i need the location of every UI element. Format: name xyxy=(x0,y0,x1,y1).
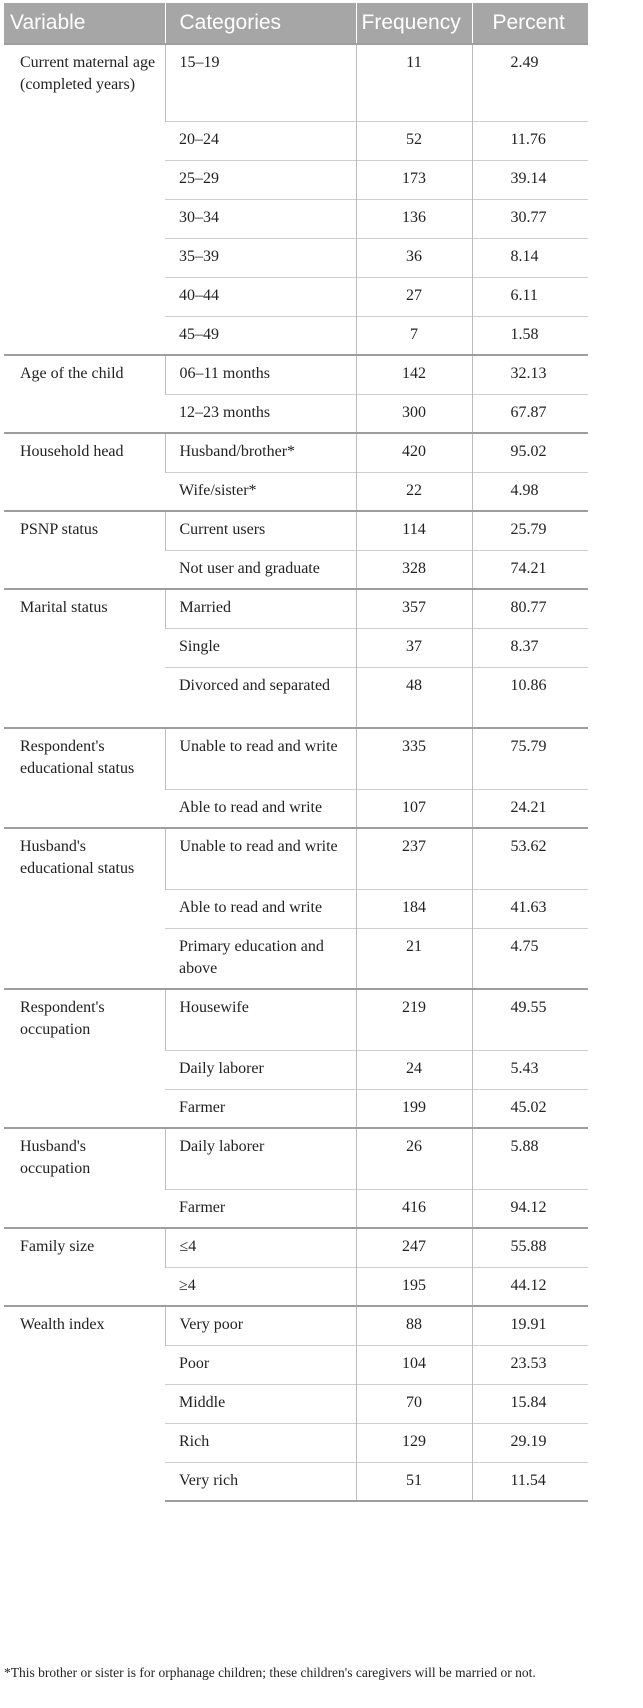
category-cell: Housewife xyxy=(165,989,356,1050)
table-row xyxy=(4,511,588,550)
category-cell: Daily laborer xyxy=(165,1050,356,1089)
category-cell: Divorced and separated xyxy=(165,667,356,728)
table-row xyxy=(4,1128,588,1189)
frequency-cell: 48 xyxy=(356,667,472,728)
category-cell: Poor xyxy=(165,1345,356,1384)
percent-cell: 30.77 xyxy=(472,199,588,238)
percent-cell: 25.79 xyxy=(472,511,588,550)
table-row xyxy=(4,589,588,628)
category-cell: Daily laborer xyxy=(165,1128,356,1189)
percent-cell: 4.75 xyxy=(472,928,588,989)
table-row xyxy=(4,355,588,394)
table-footnote: *This brother or sister is for orphanage children; these children's caregivers will be married or not. xyxy=(4,1665,536,1680)
percent-cell: 19.91 xyxy=(472,1306,588,1345)
category-cell: 20–24 xyxy=(165,121,356,160)
percent-cell: 53.62 xyxy=(472,828,588,889)
percent-cell: 5.88 xyxy=(472,1128,588,1189)
category-cell: Able to read and write xyxy=(165,889,356,928)
category-cell: Farmer xyxy=(165,1089,356,1128)
category-cell: Single xyxy=(165,628,356,667)
frequency-cell: 27 xyxy=(356,277,472,316)
percent-cell: 95.02 xyxy=(472,433,588,472)
frequency-cell: 129 xyxy=(356,1423,472,1462)
variable-cell: Family size xyxy=(4,1228,165,1306)
percent-cell: 74.21 xyxy=(472,550,588,589)
percent-cell: 24.21 xyxy=(472,789,588,828)
percent-cell: 80.77 xyxy=(472,589,588,628)
category-cell: 12–23 months xyxy=(165,394,356,433)
percent-cell: 45.02 xyxy=(472,1089,588,1128)
category-cell: Wife/sister* xyxy=(165,472,356,511)
variable-cell: Respondent's educational status xyxy=(4,728,165,828)
category-cell: 45–49 xyxy=(165,316,356,355)
percent-cell: 29.19 xyxy=(472,1423,588,1462)
table-row xyxy=(4,433,588,472)
percent-cell: 49.55 xyxy=(472,989,588,1050)
variable-cell: PSNP status xyxy=(4,511,165,589)
category-cell: Able to read and write xyxy=(165,789,356,828)
category-cell: ≤4 xyxy=(165,1228,356,1267)
variable-cell: Wealth index xyxy=(4,1306,165,1501)
percent-cell: 1.58 xyxy=(472,316,588,355)
category-cell: Married xyxy=(165,589,356,628)
percent-cell: 8.14 xyxy=(472,238,588,277)
percent-cell: 4.98 xyxy=(472,472,588,511)
frequency-cell: 328 xyxy=(356,550,472,589)
demographics-table xyxy=(4,3,588,1502)
percent-cell: 10.86 xyxy=(472,667,588,728)
percent-cell: 8.37 xyxy=(472,628,588,667)
percent-cell: 41.63 xyxy=(472,889,588,928)
percent-cell: 23.53 xyxy=(472,1345,588,1384)
frequency-cell: 219 xyxy=(356,989,472,1050)
frequency-cell: 26 xyxy=(356,1128,472,1189)
frequency-cell: 37 xyxy=(356,628,472,667)
header-percent: Percent xyxy=(472,3,588,44)
frequency-cell: 195 xyxy=(356,1267,472,1306)
frequency-cell: 357 xyxy=(356,589,472,628)
table-row xyxy=(4,728,588,789)
category-cell: Husband/brother* xyxy=(165,433,356,472)
percent-cell: 5.43 xyxy=(472,1050,588,1089)
percent-cell: 94.12 xyxy=(472,1189,588,1228)
header-categories: Categories xyxy=(165,3,356,44)
frequency-cell: 142 xyxy=(356,355,472,394)
frequency-cell: 114 xyxy=(356,511,472,550)
category-cell: 40–44 xyxy=(165,277,356,316)
percent-cell: 75.79 xyxy=(472,728,588,789)
frequency-cell: 70 xyxy=(356,1384,472,1423)
variable-cell: Age of the child xyxy=(4,355,165,433)
percent-cell: 32.13 xyxy=(472,355,588,394)
category-cell: Current users xyxy=(165,511,356,550)
category-cell: 15–19 xyxy=(165,44,356,121)
category-cell: Unable to read and write xyxy=(165,828,356,889)
category-cell: 35–39 xyxy=(165,238,356,277)
table-row xyxy=(4,44,588,121)
frequency-cell: 51 xyxy=(356,1462,472,1501)
frequency-cell: 22 xyxy=(356,472,472,511)
category-cell: Very poor xyxy=(165,1306,356,1345)
percent-cell: 6.11 xyxy=(472,277,588,316)
frequency-cell: 52 xyxy=(356,121,472,160)
category-cell: 25–29 xyxy=(165,160,356,199)
table-row xyxy=(4,989,588,1050)
table-header xyxy=(4,3,588,44)
frequency-cell: 300 xyxy=(356,394,472,433)
variable-cell: Respondent's occupation xyxy=(4,989,165,1128)
frequency-cell: 7 xyxy=(356,316,472,355)
frequency-cell: 247 xyxy=(356,1228,472,1267)
table-body xyxy=(4,44,588,1501)
frequency-cell: 21 xyxy=(356,928,472,989)
percent-cell: 11.54 xyxy=(472,1462,588,1501)
variable-cell: Household head xyxy=(4,433,165,511)
category-cell: Unable to read and write xyxy=(165,728,356,789)
frequency-cell: 104 xyxy=(356,1345,472,1384)
variable-cell: Husband's educational status xyxy=(4,828,165,989)
frequency-cell: 199 xyxy=(356,1089,472,1128)
percent-cell: 55.88 xyxy=(472,1228,588,1267)
variable-cell: Husband's occupation xyxy=(4,1128,165,1228)
percent-cell: 2.49 xyxy=(472,44,588,121)
category-cell: 30–34 xyxy=(165,199,356,238)
frequency-cell: 184 xyxy=(356,889,472,928)
frequency-cell: 173 xyxy=(356,160,472,199)
header-row xyxy=(4,3,588,44)
category-cell: 06–11 months xyxy=(165,355,356,394)
category-cell: Farmer xyxy=(165,1189,356,1228)
category-cell: Very rich xyxy=(165,1462,356,1501)
frequency-cell: 11 xyxy=(356,44,472,121)
frequency-cell: 24 xyxy=(356,1050,472,1089)
percent-cell: 11.76 xyxy=(472,121,588,160)
header-variable: Variable xyxy=(4,3,165,44)
frequency-cell: 416 xyxy=(356,1189,472,1228)
frequency-cell: 36 xyxy=(356,238,472,277)
percent-cell: 39.14 xyxy=(472,160,588,199)
table-row xyxy=(4,1306,588,1345)
category-cell: Primary education and above xyxy=(165,928,356,989)
variable-cell: Current maternal age (completed years) xyxy=(4,44,165,355)
category-cell: Middle xyxy=(165,1384,356,1423)
frequency-cell: 237 xyxy=(356,828,472,889)
frequency-cell: 335 xyxy=(356,728,472,789)
frequency-cell: 420 xyxy=(356,433,472,472)
percent-cell: 44.12 xyxy=(472,1267,588,1306)
category-cell: Not user and graduate xyxy=(165,550,356,589)
percent-cell: 15.84 xyxy=(472,1384,588,1423)
variable-cell: Marital status xyxy=(4,589,165,728)
frequency-cell: 88 xyxy=(356,1306,472,1345)
category-cell: ≥4 xyxy=(165,1267,356,1306)
frequency-cell: 107 xyxy=(356,789,472,828)
category-cell: Rich xyxy=(165,1423,356,1462)
table-row xyxy=(4,1228,588,1267)
table-container xyxy=(4,3,588,1502)
header-frequency: Frequency xyxy=(356,3,472,44)
frequency-cell: 136 xyxy=(356,199,472,238)
table-row xyxy=(4,828,588,889)
percent-cell: 67.87 xyxy=(472,394,588,433)
